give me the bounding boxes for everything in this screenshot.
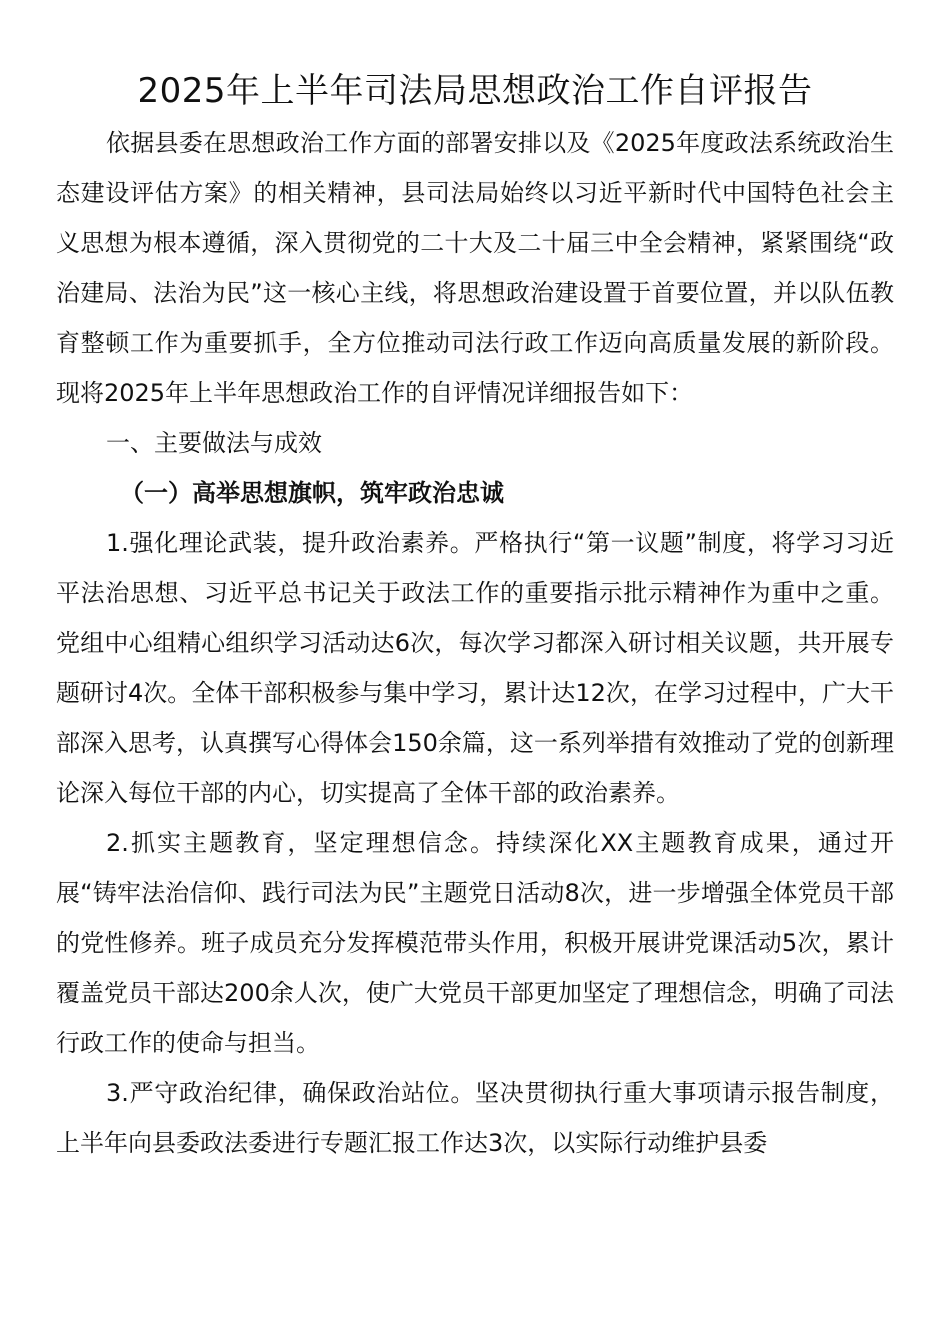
body-paragraph: 3.严守政治纪律，确保政治站位。坚决贯彻执行重大事项请示报告制度，上半年向县委政法委进行专题汇报工作达3次，以实际行动维护县委 — [56, 1079, 894, 1157]
intro-paragraph: 依据县委在思想政治工作方面的部署安排以及《2025年度政法系统政治生态建设评估方案》的相关精神，县司法局始终以习近平新时代中国特色社会主义思想为根本遵循，深入贯彻党的二十大及二十届三中全会精神，紧紧围绕“政治建局、法治为民”这一核心主线，将思想政治建设置于首要位置，并以队伍教育整顿工作为重要抓手，全方位推动司法行政工作迈向高质量发展的新阶段。现将2025年上半年思想政治工作的自评情况详细报告如下： — [56, 129, 894, 407]
section-heading: 一、主要做法与成效 — [106, 429, 322, 457]
body-paragraph: 1.强化理论武装，提升政治素养。严格执行“第一议题”制度，将学习习近平法治思想、习近平总书记关于政法工作的重要指示批示精神作为重中之重。党组中心组精心组织学习活动达6次，每次学习都深入研讨相关议题，共开展专题研讨4次。全体干部积极参与集中学习，累计达12次，在学习过程中，广大干部深入思考，认真撰写心得体会150余篇，这一系列举措有效推动了党的创新理论深入每位干部的内心，切实提高了全体干部的政治素养。 — [56, 529, 894, 807]
document-title: 2025年上半年司法局思想政治工作自评报告 — [137, 71, 813, 111]
document-body — [56, 118, 894, 1168]
body-paragraph: 2.抓实主题教育，坚定理想信念。持续深化XX主题教育成果，通过开展“铸牢法治信仰、践行司法为民”主题党日活动8次，进一步增强全体党员干部的党性修养。班子成员充分发挥模范带头作用，积极开展讲党课活动5次，累计覆盖党员干部达200余人次，使广大党员干部更加坚定了理想信念，明确了司法行政工作的使命与担当。 — [56, 829, 894, 1057]
subsection-heading: （一）高举思想旗帜，筑牢政治忠诚 — [120, 479, 504, 507]
